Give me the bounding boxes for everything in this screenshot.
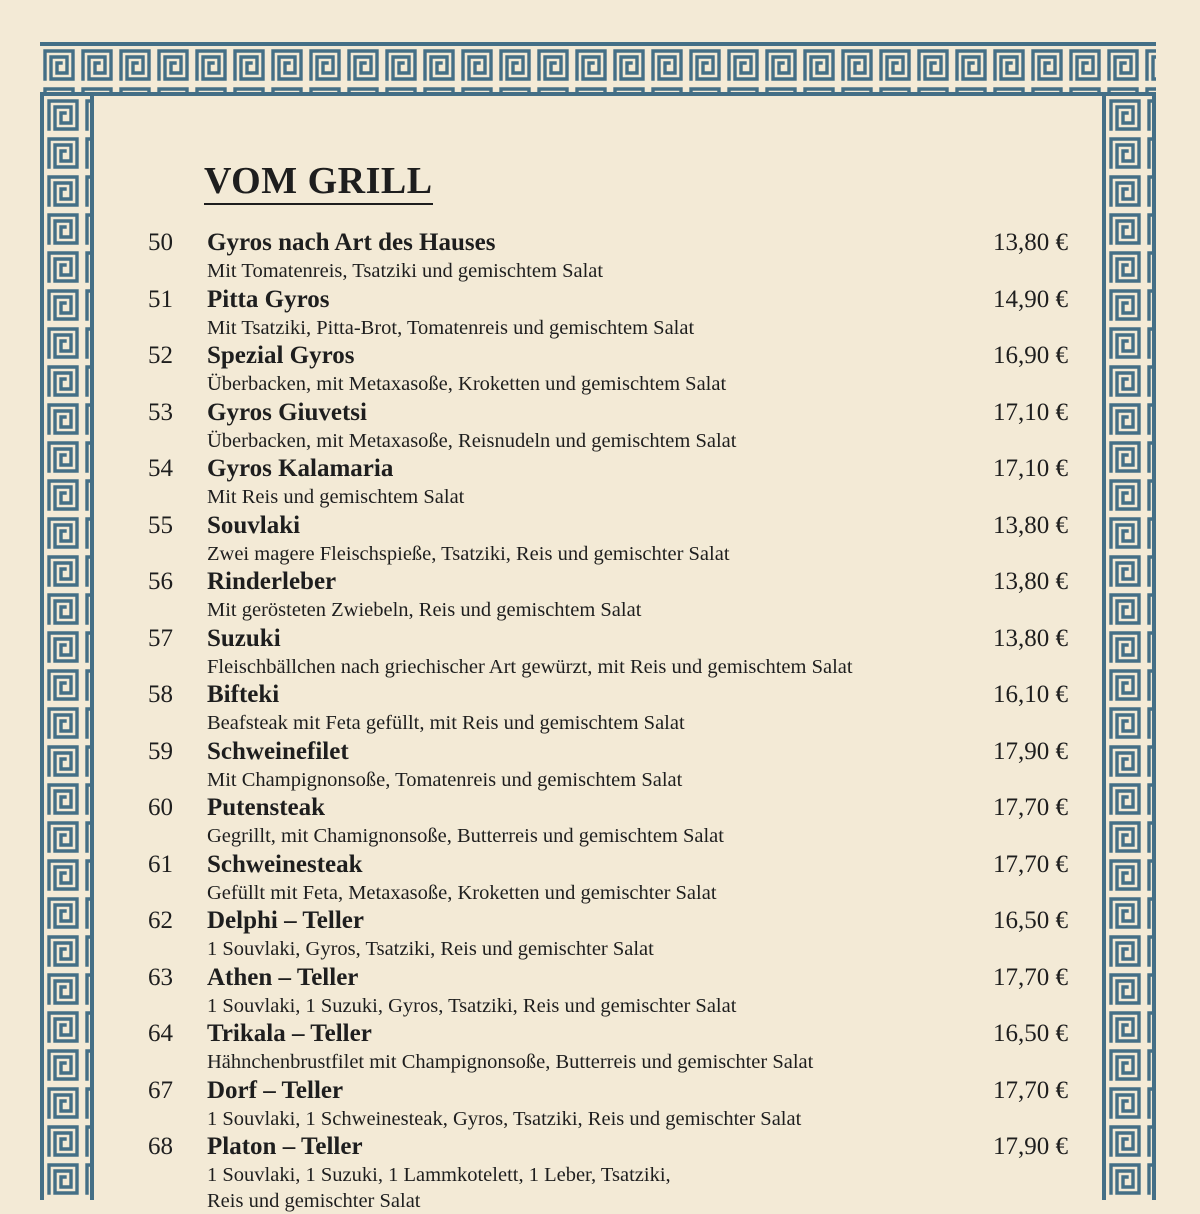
menu-item-price: 16,50 € xyxy=(993,907,1068,934)
menu-item-price: 16,90 € xyxy=(993,342,1068,369)
menu-item-description: Zwei magere Fleischspieße, Tsatziki, Reis und gemischter Salat xyxy=(207,542,730,565)
menu-item-description: 1 Souvlaki, 1 Suzuki, 1 Lammkotelett, 1 Leber, Tsatziki, xyxy=(207,1164,671,1186)
menu-item-name: Souvlaki xyxy=(207,511,301,539)
menu-item-price: 13,80 € xyxy=(993,624,1068,652)
menu-item-name: Trikala – Teller xyxy=(207,1020,372,1047)
menu-item-name: Bifteki xyxy=(207,681,280,708)
menu-item-price: 17,70 € xyxy=(993,850,1068,878)
menu-item xyxy=(0,228,1200,285)
menu-item-number: 60 xyxy=(148,794,173,821)
menu-item-price: 16,50 € xyxy=(993,1020,1068,1047)
menu-item-number: 63 xyxy=(148,963,173,991)
menu-item-number: 59 xyxy=(148,737,173,765)
menu-item-number: 56 xyxy=(148,568,173,595)
menu-item-number: 61 xyxy=(148,850,173,878)
menu-item xyxy=(0,454,1200,511)
menu-item-description-line2: Reis und gemischter Salat xyxy=(207,1190,421,1212)
menu-item xyxy=(0,680,1200,737)
menu-list xyxy=(0,228,1200,1212)
menu-item-name: Delphi – Teller xyxy=(207,907,364,934)
menu-item-description: Hähnchenbrustfilet mit Champignonsoße, Butterreis und gemischter Salat xyxy=(207,1051,814,1073)
menu-item-description: Gefüllt mit Feta, Metaxasoße, Kroketten und gemischter Salat xyxy=(207,881,717,904)
menu-item-price: 17,90 € xyxy=(993,1133,1068,1160)
menu-item xyxy=(0,285,1200,342)
menu-item-number: 64 xyxy=(148,1020,173,1047)
menu-item-name: Schweinefilet xyxy=(207,737,349,765)
menu-item xyxy=(0,1019,1200,1076)
menu-item-number: 50 xyxy=(148,229,173,256)
menu-item-name: Platon – Teller xyxy=(207,1133,363,1160)
menu-item-number: 57 xyxy=(148,624,173,652)
menu-item-description: Überbacken, mit Metaxasoße, Reisnudeln und gemischtem Salat xyxy=(207,429,737,452)
menu-item-name: Rinderleber xyxy=(207,568,337,595)
menu-item-description: 1 Souvlaki, Gyros, Tsatziki, Reis und gemischter Salat xyxy=(207,938,654,960)
menu-item-description: Überbacken, mit Metaxasoße, Kroketten und gemischtem Salat xyxy=(207,373,727,395)
menu-item-name: Gyros nach Art des Hauses xyxy=(207,229,496,256)
menu-item xyxy=(0,793,1200,850)
menu-item-name: Schweinesteak xyxy=(207,850,363,878)
menu-item-description: Beafsteak mit Feta gefüllt, mit Reis und gemischtem Salat xyxy=(207,712,685,734)
menu-item-price: 16,10 € xyxy=(993,681,1068,708)
menu-item-description: Mit Reis und gemischtem Salat xyxy=(207,486,465,508)
menu-item-description: Gegrillt, mit Chamignonsoße, Butterreis und gemischtem Salat xyxy=(207,825,724,847)
menu-item xyxy=(0,737,1200,794)
menu-item xyxy=(0,1132,1200,1212)
menu-item xyxy=(0,511,1200,568)
greek-key-border-top xyxy=(40,42,1156,96)
menu-item-description: Mit Tomatenreis, Tsatziki und gemischtem Salat xyxy=(207,260,604,282)
menu-item xyxy=(0,963,1200,1020)
menu-item-number: 52 xyxy=(148,342,173,369)
menu-item-name: Dorf – Teller xyxy=(207,1076,344,1104)
menu-item-description: 1 Souvlaki, 1 Suzuki, Gyros, Tsatziki, Reis und gemischter Salat xyxy=(207,994,737,1017)
menu-item-name: Putensteak xyxy=(207,794,326,821)
menu-item xyxy=(0,624,1200,681)
menu-item xyxy=(0,341,1200,398)
menu-item-name: Athen – Teller xyxy=(207,963,359,991)
menu-item-number: 62 xyxy=(148,907,173,934)
menu-item-name: Suzuki xyxy=(207,624,281,652)
menu-item-description: Fleischbällchen nach griechischer Art gewürzt, mit Reis und gemischtem Salat xyxy=(207,655,853,678)
section-title: VOM GRILL xyxy=(204,160,433,205)
menu-item-number: 55 xyxy=(148,511,173,539)
menu-item-price: 13,80 € xyxy=(993,568,1068,595)
menu-item-description: 1 Souvlaki, 1 Schweinesteak, Gyros, Tsatziki, Reis und gemischter Salat xyxy=(207,1107,802,1130)
menu-item-description: Mit gerösteten Zwiebeln, Reis und gemischtem Salat xyxy=(207,599,642,621)
menu-item-name: Spezial Gyros xyxy=(207,342,355,369)
menu-item xyxy=(0,567,1200,624)
menu-item-price: 14,90 € xyxy=(993,285,1068,313)
menu-item-number: 58 xyxy=(148,681,173,708)
menu-item-number: 54 xyxy=(148,455,173,482)
menu-item-price: 17,10 € xyxy=(993,398,1068,426)
menu-item-number: 67 xyxy=(148,1076,173,1104)
menu-item xyxy=(0,850,1200,907)
menu-item xyxy=(0,398,1200,455)
menu-item-description: Mit Tsatziki, Pitta-Brot, Tomatenreis und gemischtem Salat xyxy=(207,316,695,339)
menu-item-name: Gyros Giuvetsi xyxy=(207,398,367,426)
menu-item xyxy=(0,1076,1200,1133)
menu-item-description: Mit Champignonsoße, Tomatenreis und gemischtem Salat xyxy=(207,768,683,791)
menu-item-price: 17,70 € xyxy=(993,794,1068,821)
menu-item-price: 13,80 € xyxy=(993,229,1068,256)
menu-item-number: 51 xyxy=(148,285,173,313)
menu-item-number: 53 xyxy=(148,398,173,426)
menu-item-price: 17,10 € xyxy=(993,455,1068,482)
menu-item-name: Gyros Kalamaria xyxy=(207,455,394,482)
menu-item xyxy=(0,906,1200,963)
menu-item-price: 13,80 € xyxy=(993,511,1068,539)
menu-item-price: 17,70 € xyxy=(993,963,1068,991)
menu-item-number: 68 xyxy=(148,1133,173,1160)
menu-item-price: 17,70 € xyxy=(993,1076,1068,1104)
menu-item-name: Pitta Gyros xyxy=(207,285,330,313)
menu-item-price: 17,90 € xyxy=(993,737,1068,765)
